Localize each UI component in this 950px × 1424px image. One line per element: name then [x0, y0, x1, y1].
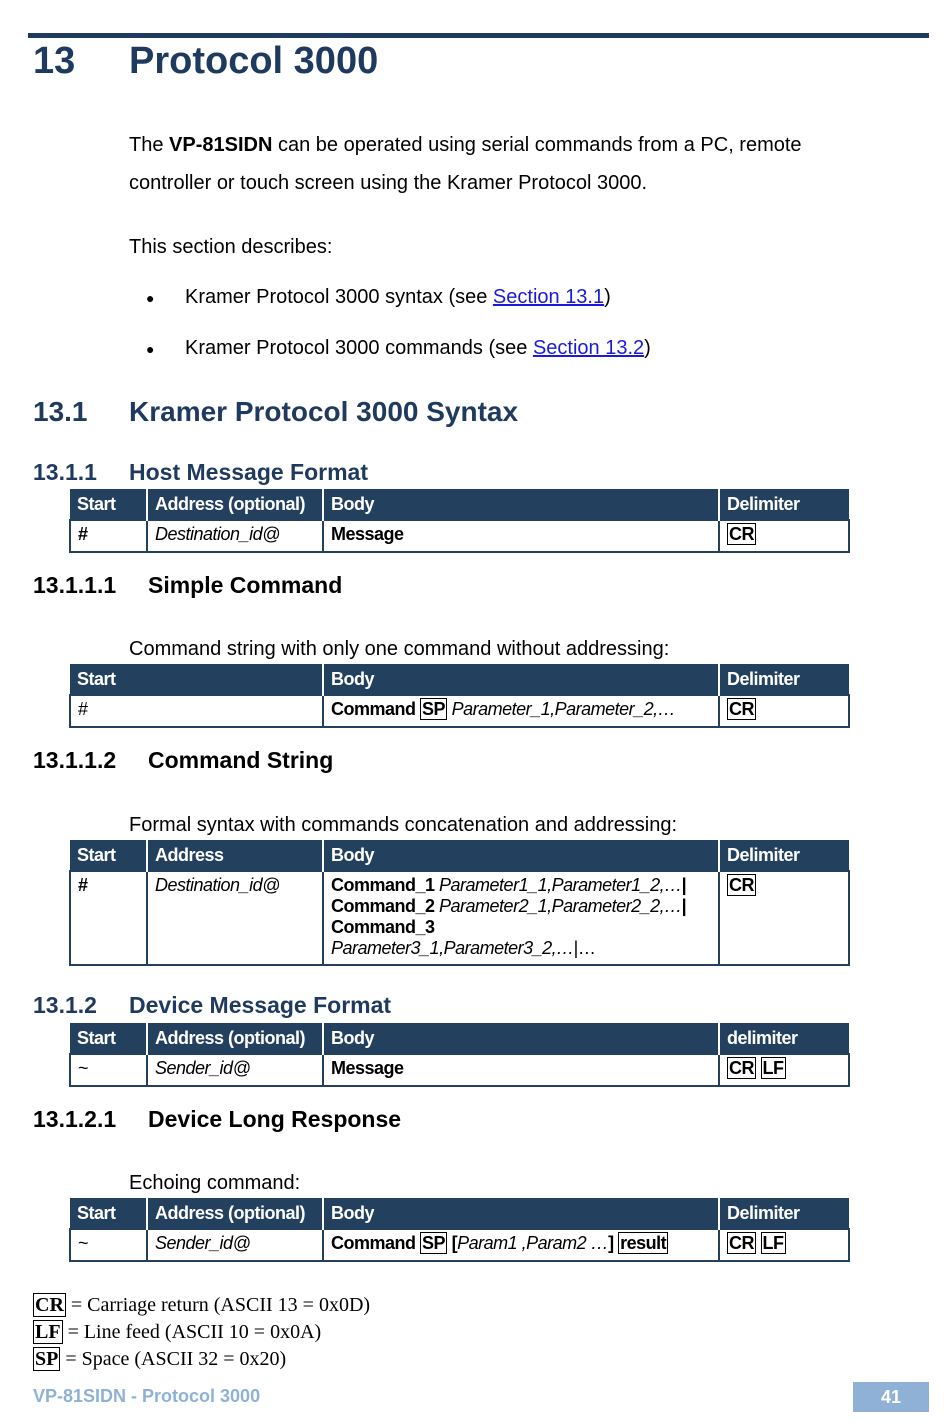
sp-box: SP: [422, 699, 446, 719]
bullet-text-end: ): [604, 286, 611, 308]
cr-box: CR: [729, 875, 754, 895]
cell-delimiter: [719, 520, 849, 552]
device-message-format-table: [69, 1023, 850, 1087]
table-row: [70, 871, 849, 965]
bullet-text-end: ): [644, 337, 651, 359]
command-string-desc: Formal syntax with commands concatenation and addressing:: [129, 814, 678, 836]
section-13-1-2-1-heading: [33, 1106, 401, 1133]
host-message-format-table: [69, 489, 850, 553]
bullet-icon: ●: [146, 289, 155, 306]
section-title: Device Message Format: [129, 992, 392, 1018]
bullet-text: Kramer Protocol 3000 commands (see: [185, 337, 533, 359]
col-address: Address (optional): [147, 1198, 323, 1229]
section-13-1-heading: [33, 396, 518, 428]
footer-title: VP-81SIDN - Protocol 3000: [33, 1386, 261, 1406]
intro-pre: The: [129, 134, 170, 156]
table-row: [70, 695, 849, 727]
legend-sp: [33, 1348, 286, 1371]
legend-lf: [33, 1321, 321, 1344]
cell-start: ~: [70, 1229, 147, 1261]
separator: |: [681, 875, 687, 895]
cr-box: CR: [729, 699, 754, 719]
separator: |…: [573, 938, 596, 958]
col-address: Address: [147, 840, 323, 871]
device-long-response-table: [69, 1198, 850, 1262]
params-text: Parameter1_1,Parameter1_2,…: [434, 875, 682, 895]
result-box: result: [620, 1233, 667, 1253]
body-line: [331, 896, 711, 917]
simple-command-desc: Command string with only one command without addressing:: [129, 638, 670, 660]
cell-delimiter: [719, 1054, 849, 1086]
cell-delimiter: [719, 695, 849, 727]
top-rule: [28, 33, 929, 38]
col-start: Start: [70, 840, 147, 871]
cell-body: [323, 1229, 719, 1261]
intro-post: can be operated using serial commands from a PC, remote controller or touch screen using the Kramer Protocol 3000.: [129, 134, 802, 194]
params-text: Parameter3_1,Parameter3_2,…: [331, 938, 574, 958]
cr-box: CR: [729, 1058, 754, 1078]
section-13-1-1-1-heading: [33, 572, 342, 599]
section-13-1-1-heading: [33, 459, 368, 486]
legend-text: = Carriage return (ASCII 13 = 0x0D): [65, 1294, 371, 1316]
col-delimiter: Delimiter: [719, 840, 849, 871]
list-item: [146, 337, 651, 360]
section-number: 13.1.2.1: [33, 1106, 117, 1132]
section-13-1-2-heading: [33, 992, 391, 1019]
product-name: VP-81SIDN: [169, 134, 273, 156]
col-address: Address (optional): [147, 489, 323, 520]
table-row: [70, 520, 849, 552]
cell-start: #: [70, 871, 147, 965]
cr-box: CR: [729, 1233, 754, 1253]
list-item: [146, 286, 611, 309]
col-start: Start: [70, 489, 147, 520]
body-line: [331, 875, 711, 896]
section-title: Kramer Protocol 3000 Syntax: [129, 396, 519, 427]
separator: |: [681, 896, 687, 916]
cr-box: CR: [729, 524, 754, 544]
chapter-title: [33, 40, 378, 83]
body-line: [331, 938, 711, 959]
chapter-title-text: Protocol 3000: [129, 40, 379, 82]
bullet-icon: ●: [146, 340, 155, 357]
cr-box: CR: [35, 1294, 64, 1316]
col-start: Start: [70, 1023, 147, 1054]
section-number: 13.1: [33, 396, 88, 427]
command-string-table: [69, 840, 850, 966]
cell-delimiter: [719, 871, 849, 965]
section-title: Command String: [148, 747, 334, 773]
col-body: Body: [323, 1198, 719, 1229]
col-delimiter: Delimiter: [719, 489, 849, 520]
bracket: [: [451, 1233, 458, 1253]
cell-body: Message: [323, 1054, 719, 1086]
cell-body: Message: [323, 520, 719, 552]
col-start: Start: [70, 664, 323, 695]
section-13-1-1-2-heading: [33, 747, 333, 774]
cell-delimiter: [719, 1229, 849, 1261]
col-start: Start: [70, 1198, 147, 1229]
command-text: Command: [331, 699, 416, 719]
col-delimiter: delimiter: [719, 1023, 849, 1054]
col-body: Body: [323, 840, 719, 871]
section-13-2-link[interactable]: Section 13.2: [532, 337, 645, 359]
col-delimiter: Delimiter: [719, 664, 849, 695]
cell-start: ~: [70, 1054, 147, 1086]
sp-box: SP: [422, 1233, 446, 1253]
command-text: Command_3: [331, 917, 435, 937]
table-row: [70, 1229, 849, 1261]
section-13-1-link[interactable]: Section 13.1: [492, 286, 605, 308]
lf-box: LF: [762, 1233, 784, 1253]
section-number: 13.1.1: [33, 459, 97, 485]
simple-command-table: [69, 664, 850, 728]
section-title: Host Message Format: [129, 459, 369, 485]
body-line: [331, 917, 711, 938]
echoing-desc: Echoing command:: [129, 1172, 301, 1194]
command-text: Command_1: [331, 875, 435, 895]
bracket: ]: [608, 1233, 614, 1253]
col-delimiter: Delimiter: [719, 1198, 849, 1229]
col-address: Address (optional): [147, 1023, 323, 1054]
section-title: Simple Command: [148, 572, 343, 598]
lf-box: LF: [35, 1321, 61, 1343]
cell-start: #: [70, 520, 147, 552]
col-body: Body: [323, 1023, 719, 1054]
cell-start: #: [70, 695, 323, 727]
legend-cr: [33, 1294, 370, 1317]
col-body: Body: [323, 664, 719, 695]
bullet-text: Kramer Protocol 3000 syntax (see: [185, 286, 493, 308]
section-number: 13.1.2: [33, 992, 97, 1018]
cell-body: [323, 695, 719, 727]
chapter-number: 13: [33, 40, 76, 82]
describes-text: This section describes:: [129, 236, 333, 258]
lf-box: LF: [762, 1058, 784, 1078]
command-text: Command: [331, 1233, 416, 1253]
table-row: [70, 1054, 849, 1086]
col-body: Body: [323, 489, 719, 520]
sp-box: SP: [35, 1348, 59, 1370]
cell-address: Destination_id@: [147, 520, 323, 552]
command-text: Command_2: [331, 896, 435, 916]
section-number: 13.1.1.1: [33, 572, 117, 598]
legend-text: = Line feed (ASCII 10 = 0x0A): [62, 1321, 322, 1343]
section-number: 13.1.1.2: [33, 747, 117, 773]
cell-address: Sender_id@: [147, 1054, 323, 1086]
page-number: 41: [853, 1382, 929, 1412]
params-text: Parameter_1,Parameter_2,…: [451, 699, 676, 719]
params-text: Parameter2_1,Parameter2_2,…: [434, 896, 682, 916]
section-title: Device Long Response: [148, 1106, 402, 1132]
legend-text: = Space (ASCII 32 = 0x20): [60, 1348, 287, 1370]
intro-paragraph: [129, 126, 869, 202]
cell-body: [323, 871, 719, 965]
params-text: Param1 ,Param2 …: [457, 1233, 609, 1253]
cell-address: Destination_id@: [147, 871, 323, 965]
cell-address: Sender_id@: [147, 1229, 323, 1261]
